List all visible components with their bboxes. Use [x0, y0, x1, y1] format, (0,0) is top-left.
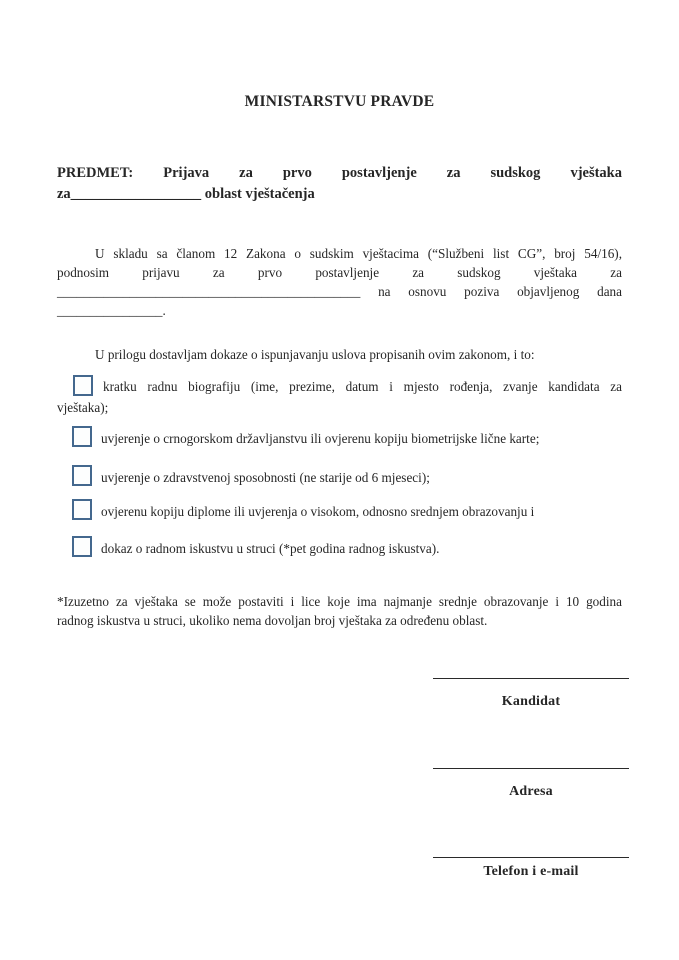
footnote-line-2: radnog iskustva u struci, ukoliko nema dovoljan broj vještaka za određenu oblast.: [57, 613, 488, 628]
checklist-item-1-label: kratku radnu biografiju (ime, prezime, datum i mjesto rođenja, zvanje kandidata za: [103, 379, 622, 394]
subject-line-1: PREDMET: Prijava za prvo postavljenje za sudskog vještaka: [57, 165, 622, 181]
checklist-item-1-label-wrap: vještaka);: [57, 400, 109, 415]
intro-line-4: ________________.: [57, 303, 166, 318]
checkbox-experience[interactable]: [72, 536, 92, 557]
attachments-intro: U prilogu dostavljam dokaze o ispunjavanju uslova propisanih ovim zakonom, i to:: [95, 347, 535, 362]
checklist-item-5: [57, 536, 622, 558]
signature-label-kandidat: Kandidat: [501, 694, 561, 709]
intro-line-3: ______________________________________________ na osnovu poziva objavljenog dana: [57, 284, 622, 299]
checklist-item-5-label: dokaz o radnom iskustvu u struci (*pet godina radnog iskustva).: [101, 541, 440, 556]
document-title: MINISTARSTVU PRAVDE: [244, 93, 435, 110]
checklist-item-2-label: uvjerenje o crnogorskom državljanstvu ili ovjerenu kopiju biometrijske lične karte;: [101, 431, 540, 446]
checklist-item-1: [57, 375, 622, 417]
checkbox-citizenship[interactable]: [72, 426, 92, 447]
checkbox-diploma[interactable]: [72, 499, 92, 520]
intro-paragraph: [57, 244, 622, 320]
intro-line-1: U skladu sa članom 12 Zakona o sudskim vještacima (“Službeni list CG”, broj 54/16),: [95, 246, 622, 261]
checkbox-health[interactable]: [72, 465, 92, 486]
subject-line-2: za__________________ oblast vještačenja: [57, 186, 315, 202]
checklist-item-2: [57, 426, 622, 448]
checklist-item-3: [57, 465, 622, 487]
signature-label-adresa: Adresa: [509, 784, 553, 799]
footnote-line-1: *Izuzetno za vještaka se može postaviti i lice koje ima najmanje srednje obrazovanje i 10 godina: [57, 594, 622, 609]
checklist-item-4: [57, 499, 622, 521]
checklist-item-3-label: uvjerenje o zdravstvenoj sposobnosti (ne starije od 6 mjeseci);: [101, 470, 430, 485]
signature-block-kandidat: [433, 678, 629, 710]
footnote: [57, 592, 622, 630]
subject-block: [57, 163, 622, 205]
signature-block-telefon-email: [433, 857, 629, 880]
checklist-item-4-label: ovjerenu kopiju diplome ili uvjerenja o visokom, odnosno srednjem obrazovanju i: [101, 504, 535, 519]
checkbox-biography[interactable]: [73, 375, 93, 396]
signature-label-telefon-email: Telefon i e-mail: [483, 864, 579, 879]
intro-line-2: podnosim prijavu za prvo postavljenje za sudskog vještaka za: [57, 265, 622, 280]
signature-block-adresa: [433, 768, 629, 800]
